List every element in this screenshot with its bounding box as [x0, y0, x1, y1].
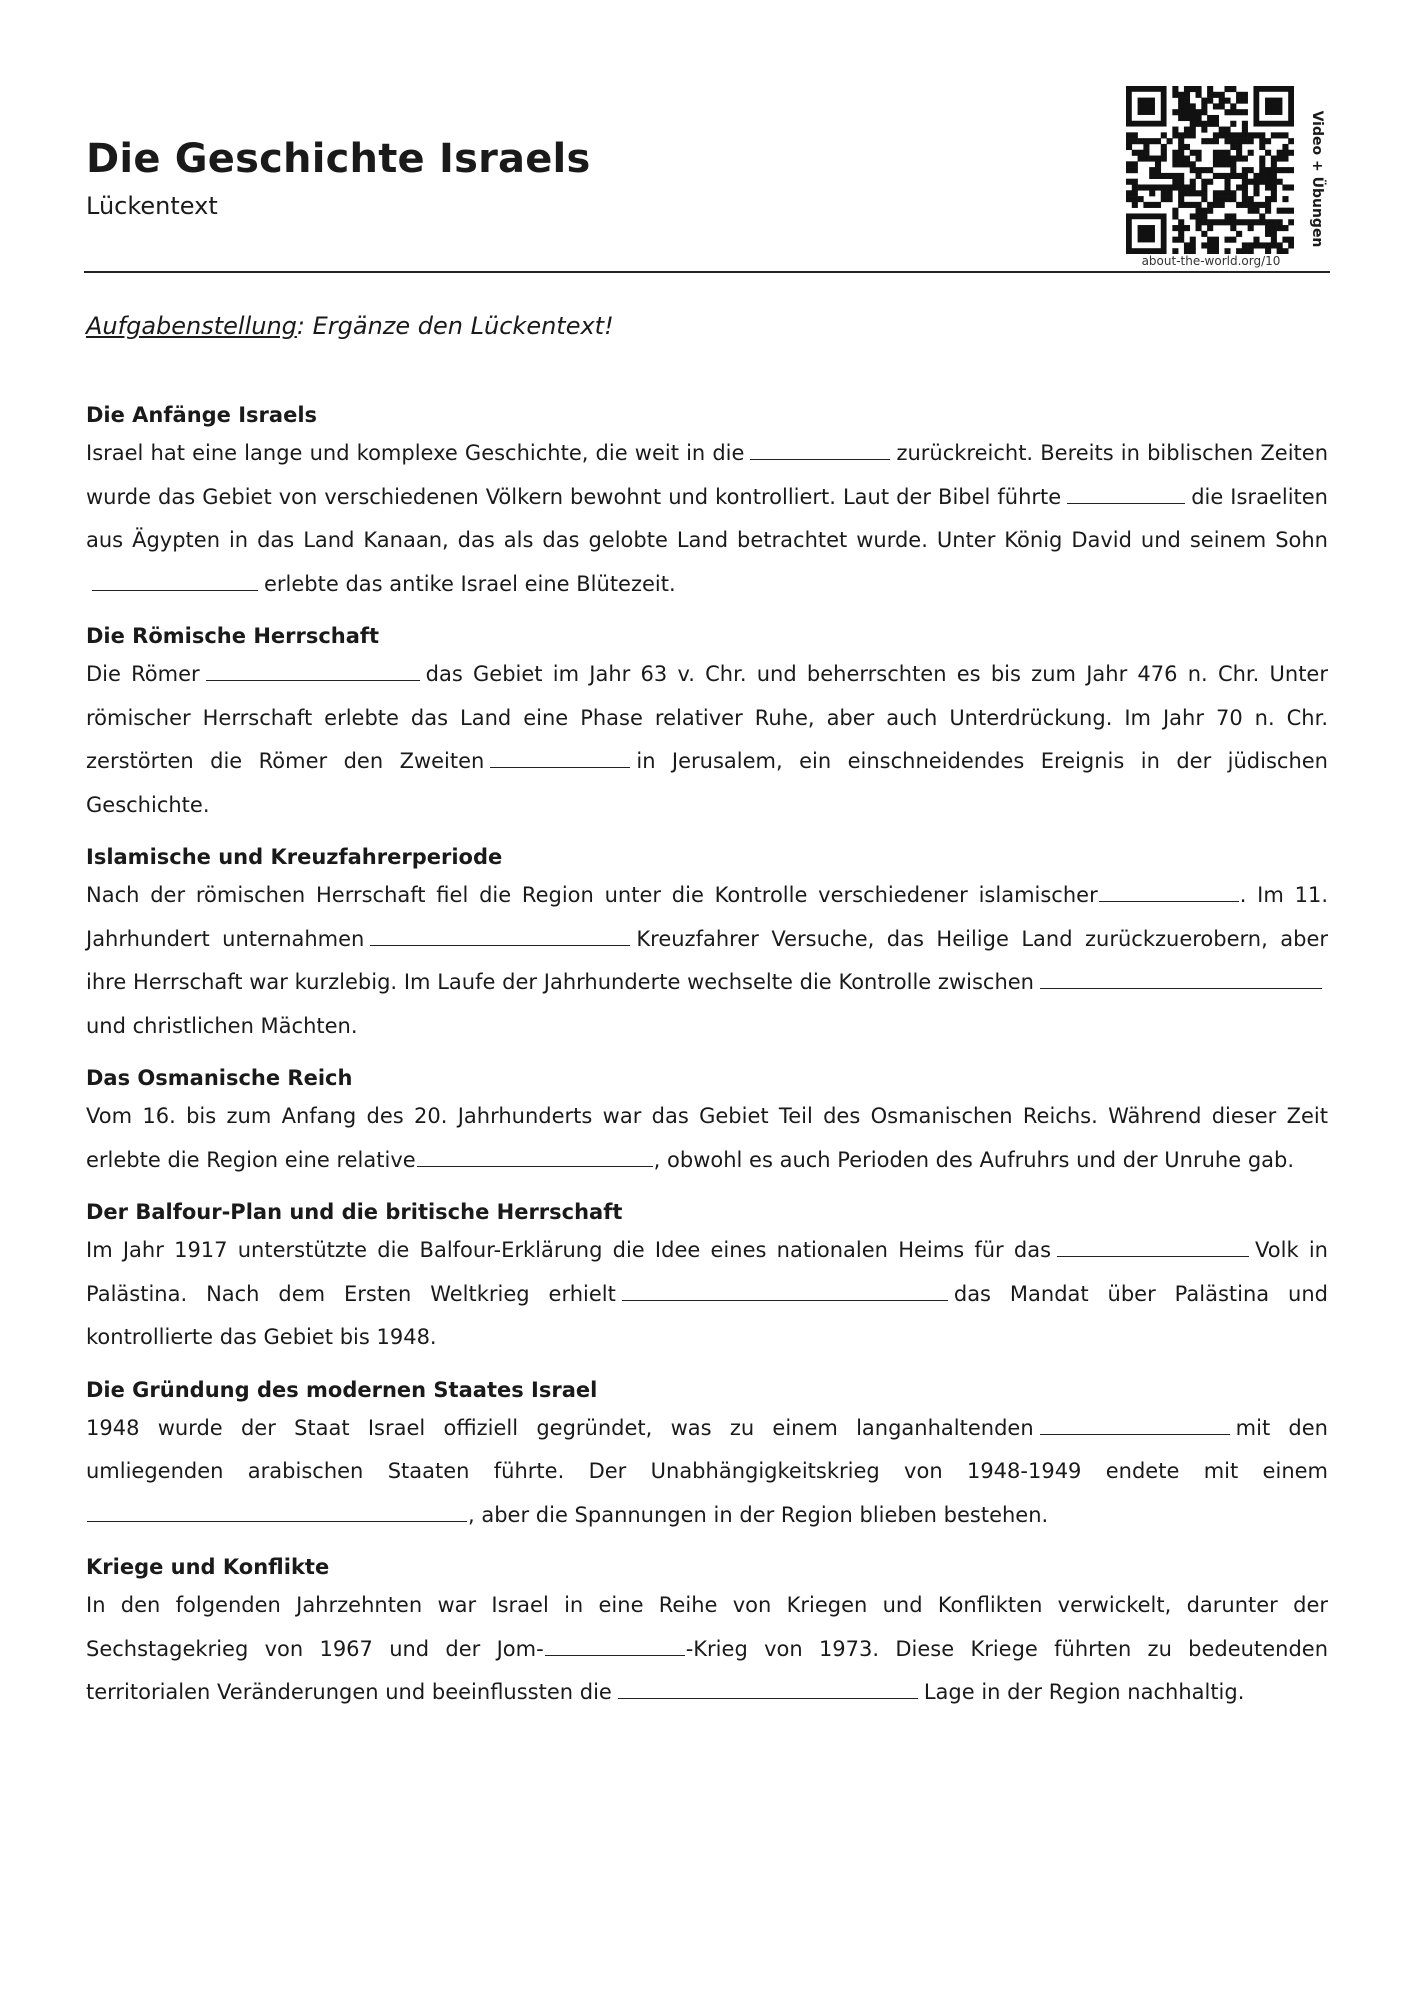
text-segment: Die Römer [86, 662, 200, 686]
section-gruendung [86, 1375, 1328, 1538]
section-osmanisches-reich [86, 1063, 1328, 1182]
text-segment: Vom 16. bis zum Anfang des 20. Jahrhunderts war das Gebiet Teil des Osmanischen Reichs. Während dieser Zeit erlebte die Region eine relative [86, 1104, 1328, 1172]
section-title: Islamische und Kreuzfahrerperiode [86, 845, 503, 869]
section-balfour [86, 1197, 1328, 1360]
text-segment: Volk in Palästina. Nach dem Ersten Weltkrieg erhielt [86, 1238, 1328, 1306]
section-text [86, 1095, 1328, 1182]
text-segment: -Krieg von 1973. Diese Kriege führten zu bedeutenden territorialen Veränderungen und beeinflussten die [86, 1636, 1329, 1704]
gap-blank[interactable] [622, 1277, 948, 1300]
text-segment: 1948 wurde der Staat Israel offiziell gegründet, was zu einem langanhaltenden [86, 1415, 1034, 1440]
gap-blank[interactable] [417, 1143, 653, 1166]
gap-blank[interactable] [750, 437, 890, 460]
page-subtitle: Lückentext [86, 192, 218, 220]
text-segment: in Jerusalem, ein einschneidendes Ereignis in der jüdischen Geschichte. [86, 749, 1328, 817]
qr-code-icon[interactable] [1126, 86, 1294, 254]
gap-blank[interactable] [1067, 480, 1185, 503]
text-segment: . Im 11. Jahrhundert unternahmen [86, 883, 1329, 951]
gap-blank[interactable] [206, 658, 420, 681]
gap-blank[interactable] [92, 567, 258, 590]
text-segment: In den folgenden Jahrzehnten war Israel in eine Reihe von Kriegen und Konflikten verwickelt, darunter der Sechstagekrieg von 1967 und der Jom- [86, 1593, 1328, 1661]
text-segment: Nach der römischen Herrschaft fiel die Region unter die Kontrolle verschiedener islamischer [86, 883, 1098, 907]
text-segment: Im Jahr 1917 unterstützte die Balfour-Erklärung die Idee eines nationalen Heims für das [86, 1238, 1052, 1262]
gap-blank[interactable] [1099, 879, 1239, 902]
section-title: Kriege und Konflikte [86, 1555, 330, 1579]
text-segment: Israel hat eine lange und komplexe Geschichte, die weit in die [86, 441, 745, 465]
text-segment: Kreuzfahrer Versuche, das Heilige Land zurückzuerobern, aber ihre Herrschaft war kurzlebig. Im Laufe der Jahrhunderte wechselte die Kontrolle zwischen [86, 926, 1328, 994]
text-segment: und christlichen Mächten. [86, 1013, 358, 1038]
gap-blank[interactable] [1040, 1411, 1230, 1434]
page-title: Die Geschichte Israels [86, 136, 591, 182]
text-content [86, 400, 1328, 1730]
section-title: Der Balfour-Plan und die britische Herrschaft [86, 1200, 623, 1224]
qr-side-label-text: Video + Übungen [1309, 110, 1325, 248]
gap-blank[interactable] [490, 745, 630, 768]
text-segment: zurückreicht. Bereits in biblischen Zeiten wurde das Gebiet von verschiedenen Völkern bewohnt und kontrolliert. Laut der Bibel führte [86, 441, 1329, 509]
section-text [86, 1407, 1328, 1538]
text-segment: mit den umliegenden arabischen Staaten führte. Der Unabhängigkeitskrieg von 1948-1949 endete mit einem [86, 1415, 1328, 1483]
text-segment: erlebte das antike Israel eine Blütezeit. [264, 571, 676, 596]
section-text [86, 1229, 1328, 1360]
section-text [86, 874, 1328, 1048]
gap-blank[interactable] [618, 1676, 918, 1699]
task-label: Aufgabenstellung [86, 312, 297, 340]
section-title: Die Römische Herrschaft [86, 624, 380, 648]
section-kriege [86, 1552, 1328, 1715]
gap-blank[interactable] [1057, 1234, 1249, 1257]
section-islamische-periode [86, 842, 1328, 1048]
section-text [86, 1584, 1328, 1715]
section-anfaenge [86, 400, 1328, 606]
text-segment: , obwohl es auch Perioden des Aufruhrs und der Unruhe gab. [653, 1147, 1295, 1172]
section-title: Das Osmanische Reich [86, 1066, 353, 1090]
section-title: Die Gründung des modernen Staates Israel [86, 1377, 598, 1402]
qr-url: about-the-world.org/10 [1141, 254, 1281, 268]
text-segment: , aber die Spannungen in der Region blieben bestehen. [468, 1502, 1049, 1527]
text-segment: das Gebiet im Jahr 63 v. Chr. und beherrschten es bis zum Jahr 476 n. Chr. Unter römischer Herrschaft erlebte das Land eine Phase relativer Ruhe, aber auch Unterdrückung. Im Jahr 70 n. Chr. zerstörten die Römer den Zweiten [86, 662, 1328, 773]
header-divider [84, 271, 1330, 273]
qr-side-label [1302, 104, 1332, 254]
gap-blank[interactable] [1040, 966, 1322, 989]
gap-blank[interactable] [87, 1498, 467, 1521]
section-roemische-herrschaft [86, 621, 1328, 827]
section-title: Die Anfänge Israels [86, 403, 318, 427]
gap-blank[interactable] [370, 922, 630, 945]
text-segment: Lage in der Region nachhaltig. [923, 1680, 1245, 1704]
task-text: : Ergänze den Lückentext! [296, 312, 614, 340]
text-segment: die Israeliten aus Ägypten in das Land Kanaan, das als das gelobte Land betrachtet wurde. Unter König David und seinem Sohn [86, 484, 1328, 552]
text-segment: das Mandat über Palästina und kontrollierte das Gebiet bis 1948. [86, 1281, 1328, 1349]
section-text [86, 432, 1328, 606]
gap-blank[interactable] [545, 1632, 685, 1655]
task-instruction [86, 312, 614, 340]
section-text [86, 653, 1328, 827]
